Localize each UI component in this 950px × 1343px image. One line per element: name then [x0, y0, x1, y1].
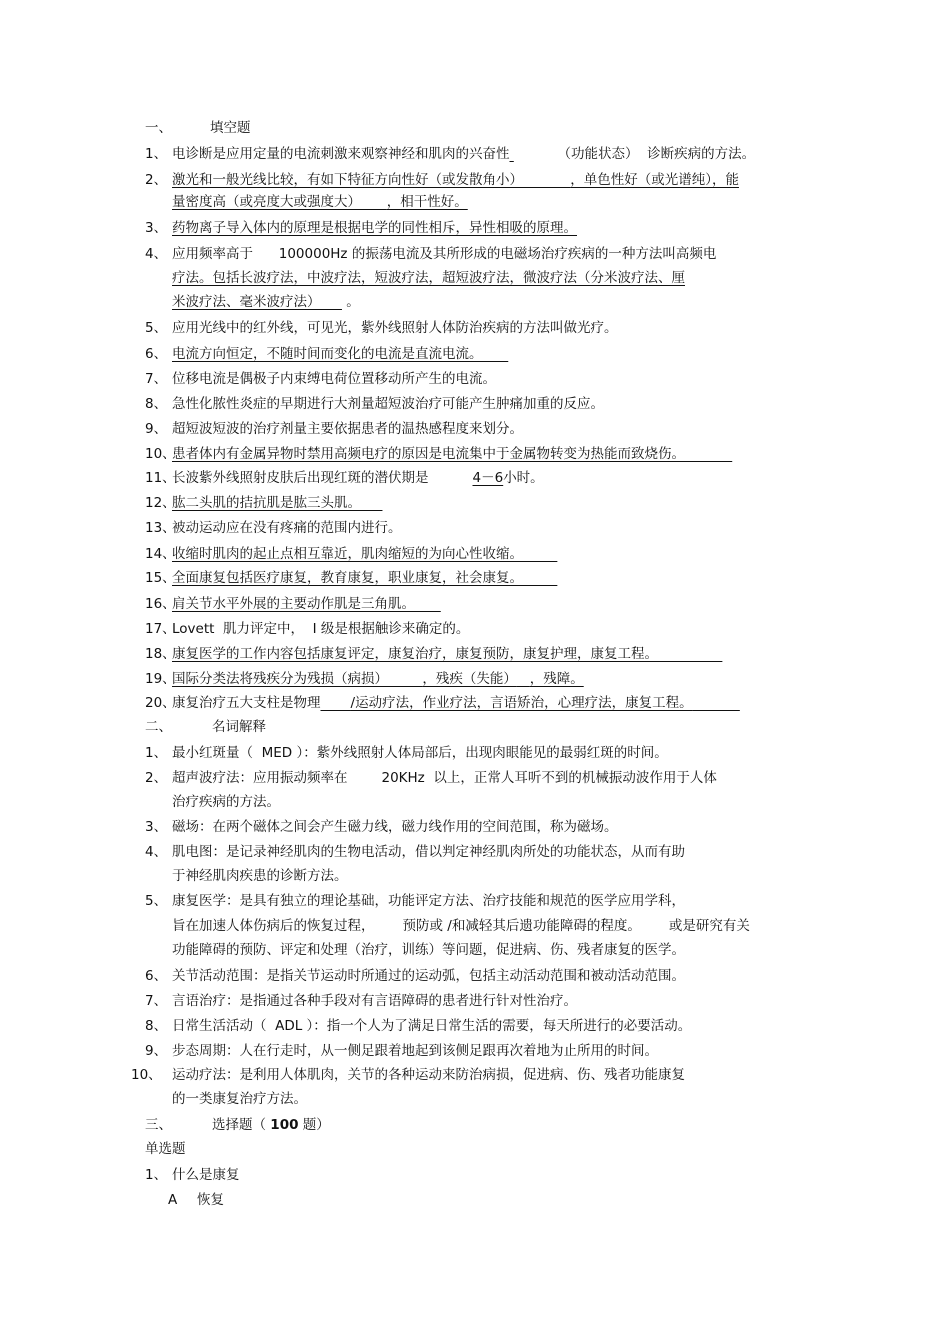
subsection-title: 单选题: [145, 1141, 186, 1157]
term-item-2-cont: 治疗疾病的方法。: [172, 794, 280, 810]
term-item-5-cont: 旨在加速人体伤病后的恢复过程， 预防或 /和减轻其后遗功能障碍的程度。 或是研究有关: [172, 918, 750, 934]
section-number: 一、: [145, 120, 172, 136]
item-number: 9、: [145, 1043, 168, 1059]
item-number: 7、: [145, 371, 168, 387]
item-number: 10、: [131, 1067, 162, 1083]
fill-item-10: 患者体内有金属异物时禁用高频电疗的原因是电流集中于金属物转变为热能而致烧伤。: [172, 446, 685, 462]
fill-item-1: 电诊断是应用定量的电流刺激来观察神经和肌肉的兴奋性 （功能状态） 诊断疾病的方法。: [172, 146, 756, 162]
term-item-5: 康复医学：是具有独立的理论基础，功能评定方法、治疗技能和规范的医学应用学科，: [172, 893, 685, 909]
term-item-7: 言语治疗：是指通过各种手段对有言语障碍的患者进行针对性治疗。: [172, 993, 577, 1009]
term-item-10: 运动疗法：是利用人体肌肉，关节的各种运动来防治病损，促进病、伤、残者功能康复: [172, 1067, 685, 1083]
item-number: 13、: [145, 520, 176, 536]
item-number: 1、: [145, 1167, 168, 1183]
item-number: 19、: [145, 671, 176, 687]
fill-item-15: 全面康复包括医疗康复，教育康复，职业康复，社会康复。: [172, 570, 523, 586]
item-number: 6、: [145, 968, 168, 984]
term-item-1: 最小红斑量（ MED ）：紫外线照射人体局部后，出现肉眼能见的最弱红斑的时间。: [172, 745, 668, 761]
fill-item-18: 康复医学的工作内容包括康复评定，康复治疗，康复预防，康复护理，康复工程。: [172, 646, 658, 662]
fill-item-20: 康复治疗五大支柱是物理 /运动疗法，作业疗法，言语矫治，心理疗法，康复工程。: [172, 695, 693, 711]
fill-item-11: 长波紫外线照射皮肤后出现红斑的潜伏期是 4－6小时。: [172, 470, 544, 486]
fill-item-2-cont: 量密度高（或亮度大或强度大） ，相干性好。: [172, 194, 468, 210]
item-number: 14、: [145, 546, 176, 562]
section-number: 二、: [145, 719, 172, 735]
fill-item-4-cont2: 米波疗法、毫米波疗法） 。: [172, 294, 360, 310]
item-number: 20、: [145, 695, 176, 711]
item-number: 1、: [145, 745, 168, 761]
item-number: 4、: [145, 844, 168, 860]
section-title: 填空题: [210, 120, 251, 136]
section-title: 名词解释: [212, 719, 266, 735]
item-number: 12、: [145, 495, 176, 511]
section-title: 选择题（ 100 题）: [212, 1117, 330, 1133]
fill-item-9: 超短波短波的治疗剂量主要依据患者的温热感程度来划分。: [172, 421, 523, 437]
item-number: 5、: [145, 893, 168, 909]
item-number: 16、: [145, 596, 176, 612]
item-number: 5、: [145, 320, 168, 336]
fill-item-8: 急性化脓性炎症的早期进行大剂量超短波治疗可能产生肿痛加重的反应。: [172, 396, 604, 412]
fill-item-14: 收缩时肌肉的起止点相互靠近，肌肉缩短的为向心性收缩。: [172, 546, 523, 562]
fill-item-2: 激光和一般光线比较，有如下特征方向性好（或发散角小） ，单色性好（或光谱纯），能: [172, 172, 739, 188]
item-number: 2、: [145, 172, 168, 188]
fill-item-7: 位移电流是偶极子内束缚电荷位置移动所产生的电流。: [172, 371, 496, 387]
item-number: 8、: [145, 1018, 168, 1034]
term-item-2: 超声波疗法：应用振动频率在 20KHz 以上，正常人耳听不到的机械振动波作用于人体: [172, 770, 717, 786]
term-item-9: 步态周期：人在行走时，从一侧足跟着地起到该侧足跟再次着地为止所用的时间。: [172, 1043, 658, 1059]
term-item-6: 关节活动范围：是指关节运动时所通过的运动弧，包括主动活动范围和被动活动范围。: [172, 968, 685, 984]
term-item-8: 日常生活活动（ ADL ）：指一个人为了满足日常生活的需要，每天所进行的必要活动。: [172, 1018, 692, 1034]
fill-item-17: Lovett 肌力评定中， I 级是根据触诊来确定的。: [172, 621, 470, 637]
term-item-10-cont: 的一类康复治疗方法。: [172, 1091, 307, 1107]
question-text: 什么是康复: [172, 1167, 240, 1183]
item-number: 18、: [145, 646, 176, 662]
fill-item-19: 国际分类法将残疾分为残损（病损） ，残疾（失能） ，残障。: [172, 671, 584, 687]
fill-item-4: 应用频率高于 100000Hz 的振荡电流及其所形成的电磁场治疗疾病的一种方法叫高频电: [172, 246, 717, 262]
item-number: 6、: [145, 346, 168, 362]
fill-item-6: 电流方向恒定，不随时间而变化的电流是直流电流。: [172, 346, 483, 362]
item-number: 15、: [145, 570, 176, 586]
option-text: 恢复: [197, 1192, 224, 1208]
item-number: 3、: [145, 819, 168, 835]
item-number: 10、: [145, 446, 176, 462]
item-number: 8、: [145, 396, 168, 412]
item-number: 7、: [145, 993, 168, 1009]
item-number: 17、: [145, 621, 176, 637]
option-letter: A: [168, 1192, 178, 1208]
term-item-5-cont2: 功能障碍的预防、评定和处理（治疗，训练）等问题，促进病、伤、残者康复的医学。: [172, 942, 685, 958]
fill-item-13: 被动运动应在没有疼痛的范围内进行。: [172, 520, 402, 536]
fill-item-16: 肩关节水平外展的主要动作肌是三角肌。: [172, 596, 415, 612]
fill-item-5: 应用光线中的红外线，可见光，紫外线照射人体防治疾病的方法叫做光疗。: [172, 320, 618, 336]
term-item-4-cont: 于神经肌肉疾患的诊断方法。: [172, 868, 348, 884]
fill-item-4-cont: 疗法。包括长波疗法，中波疗法，短波疗法，超短波疗法，微波疗法（分米波疗法、厘: [172, 270, 685, 286]
item-number: 2、: [145, 770, 168, 786]
term-item-3: 磁场：在两个磁体之间会产生磁力线，磁力线作用的空间范围，称为磁场。: [172, 819, 618, 835]
item-number: 11、: [145, 470, 176, 486]
item-number: 3、: [145, 220, 168, 236]
fill-item-12: 肱二头肌的拮抗肌是肱三头肌。: [172, 495, 361, 511]
fill-item-3: 药物离子导入体内的原理是根据电学的同性相斥，异性相吸的原理。: [172, 220, 577, 236]
section-number: 三、: [145, 1117, 172, 1133]
item-number: 9、: [145, 421, 168, 437]
item-number: 4、: [145, 246, 168, 262]
term-item-4: 肌电图：是记录神经肌肉的生物电活动，借以判定神经肌肉所处的功能状态，从而有助: [172, 844, 685, 860]
item-number: 1、: [145, 146, 168, 162]
